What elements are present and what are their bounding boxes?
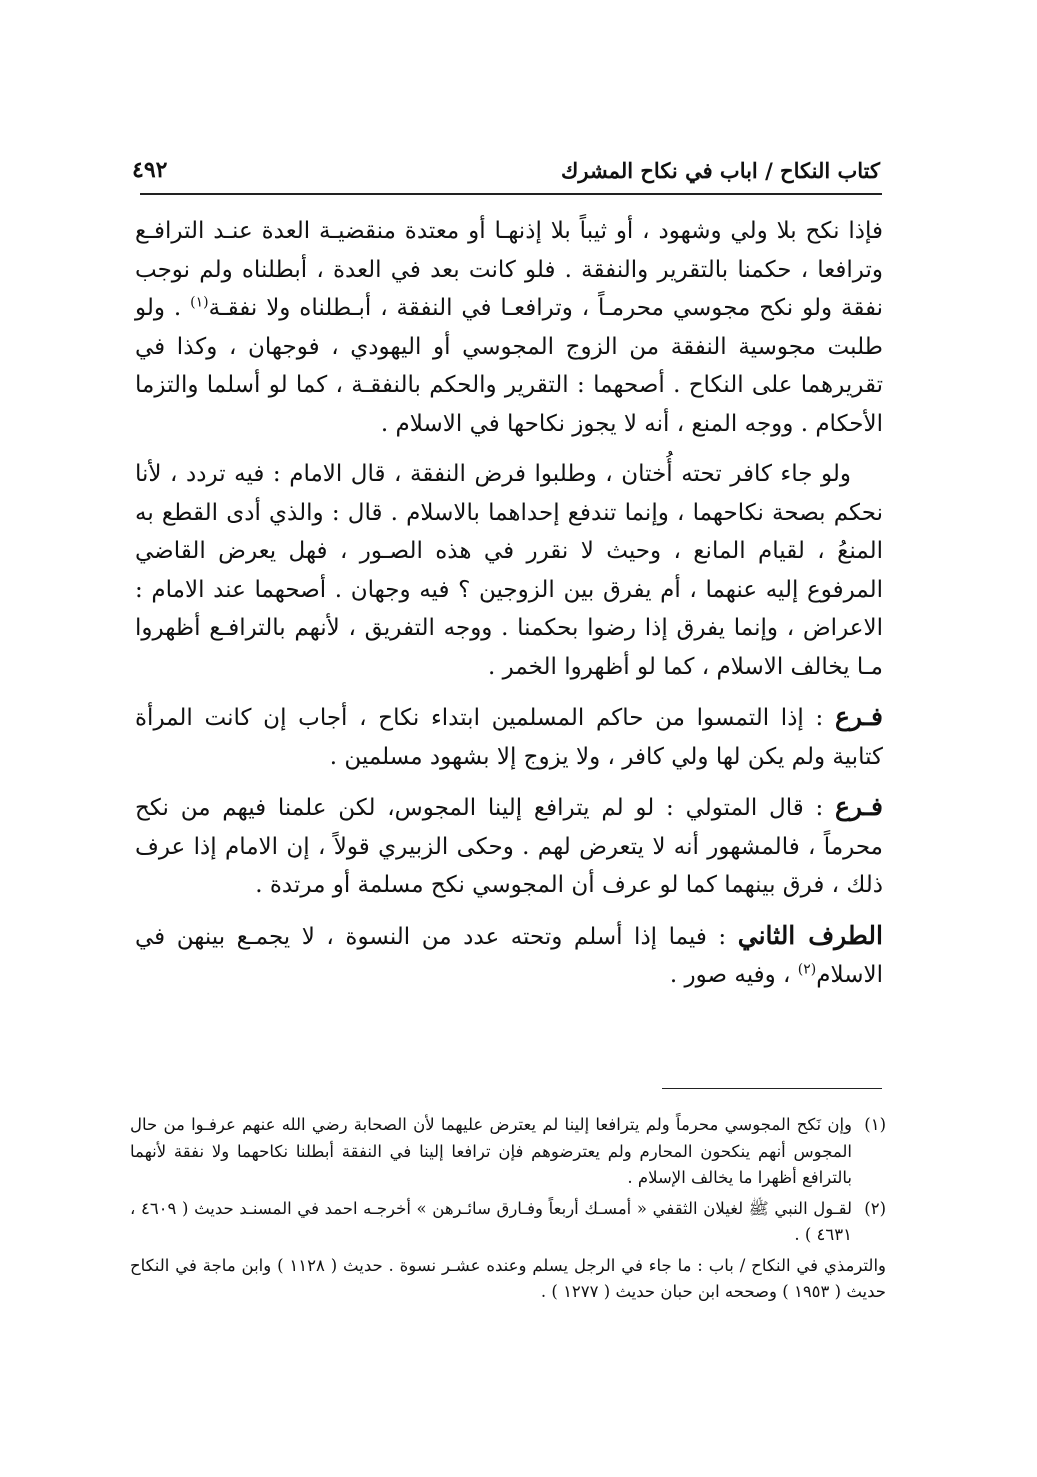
footnote-2 <box>130 1196 886 1249</box>
running-title: كتاب النكاح / اباب في نكاح المشرك <box>561 157 880 183</box>
footnote-2-continuation: والترمذي في النكاح / باب : ما جاء في الرجل يسلم وعنده عشـر نسوة . حديث ( ١١٢٨ ) وابن ماجة في النكاح حديث ( ١٩٥٣ ) وصححه ابن حبان حديث ( ١٢٧٧ ) . <box>130 1255 886 1301</box>
paragraph-4: فـرع : قال المتولي : لو لم يترافع إلينا المجوس، لكن علمنا فيهم من نكح محرماً ، فالمشهور أنه لا يتعرض لهم . وحكى الزبيري قولاً ، إن الامام إذا عرف ذلك ، فرق بينهما كما لو عرف أن المجوسي نكح مسلمة أو مرتدة . <box>135 792 883 898</box>
section-heading: الطرف الثاني <box>737 920 883 950</box>
footnote-ref-1: (١) <box>190 294 209 311</box>
page-number: ٤٩٢ <box>132 157 168 183</box>
footnotes <box>130 1112 886 1306</box>
branch-heading: فـرع <box>835 702 883 731</box>
footnote-number: (١) <box>864 1115 886 1134</box>
footnote-text: لقـول النبي ﷺ لغيلان الثقفي « أمسـك أربعاً وفـارق سائـرهن » أخرجـه احمد في المسنـد حديث ( ٤٦٠٩ ، ٤٦٣١ ) . <box>130 1198 853 1244</box>
footnote-text: وإن نَكح المجوسي محرماً ولم يترافعا إلينا لم يعترض عليهما لأن الصحابة رضي الله عنهم عرفـوا من حال المجوس أنهم ينكحون المحارم ولم يعترضوهم فإن ترافعا إلينا في النفقة أبطلنا نكاحهما ولا نفقة لأنهما بالترافع أظهرا ما يخالف الإسلام . <box>130 1115 852 1187</box>
paragraph-1: فإذا نكح بلا ولي وشهود ، أو ثيباً بلا إذنهـا أو معتدة منقضيـة العدة عنـد الترافـع وترافعا ، حكمنا بالتقرير والنفقة . فلو كانت بعد في العدة ، أبطلناه ولم نوجب نفقة ولو نكح مجوسي محرمـاً ، وترافعـا في النفقة ، أبـطلناه ولا نفقـة$^{(١)}$ . ولو طلبت مجوسية النفقة من الزوج المجوسي أو اليهودي ، فوجهان ، وكذا في تقريرهما على النكاح . أصحهما : التقرير والحكم بالنفقـة ، كما لو أسلما والتزما الأحكام . ووجه المنع ، أنه لا يجوز نكاحها في الاسلام . <box>135 218 883 437</box>
main-text <box>135 212 883 1007</box>
footnote-number: (٢) <box>864 1198 886 1218</box>
footnote-rule <box>662 1088 882 1089</box>
footnote-1 <box>130 1112 886 1192</box>
header-rule <box>140 193 882 195</box>
paragraph-2: ولو جاء كافر تحته أُختان ، وطلبوا فرض النفقة ، قال الامام : فيه تردد ، لأنا نحكم بصحة نكاحهما ، وإنما تندفع إحداهما بالاسلام . قال : والذي أدى القطع به المنعُ ، لقيام المانع ، وحيث لا نقرر في هذه الصـور ، فهل يعرض القاضي المرفوع إليه عنهما ، أم يفرق بين الزوجين ؟ فيه وجهان . أصحهما عند الامام : الاعراض ، وإنما يفرق إذا رضوا بحكمنا . ووجه التفريق ، لأنهم بالترافـع أظهروا مـا يخالف الاسلام ، كما لو أظهروا الخمر . <box>135 461 883 680</box>
page-header <box>132 150 880 190</box>
footnote-ref-2: (٢) <box>797 961 817 978</box>
paragraph-3: فـرع : إذا التمسوا من حاكم المسلمين ابتداء نكاح ، أجاب إن كانت المرأة كتابية ولم يكن لها ولي كافر ، ولا يزوج إلا بشهود مسلمين . <box>135 702 883 770</box>
paragraph-5: الطرف الثاني : فيما إذا أسلم وتحته عدد من النسوة ، لا يجمـع بينهن في الاسلام$^{(٢)}$ ، وفيه صور . <box>135 920 883 988</box>
branch-heading: فـرع <box>835 792 883 821</box>
